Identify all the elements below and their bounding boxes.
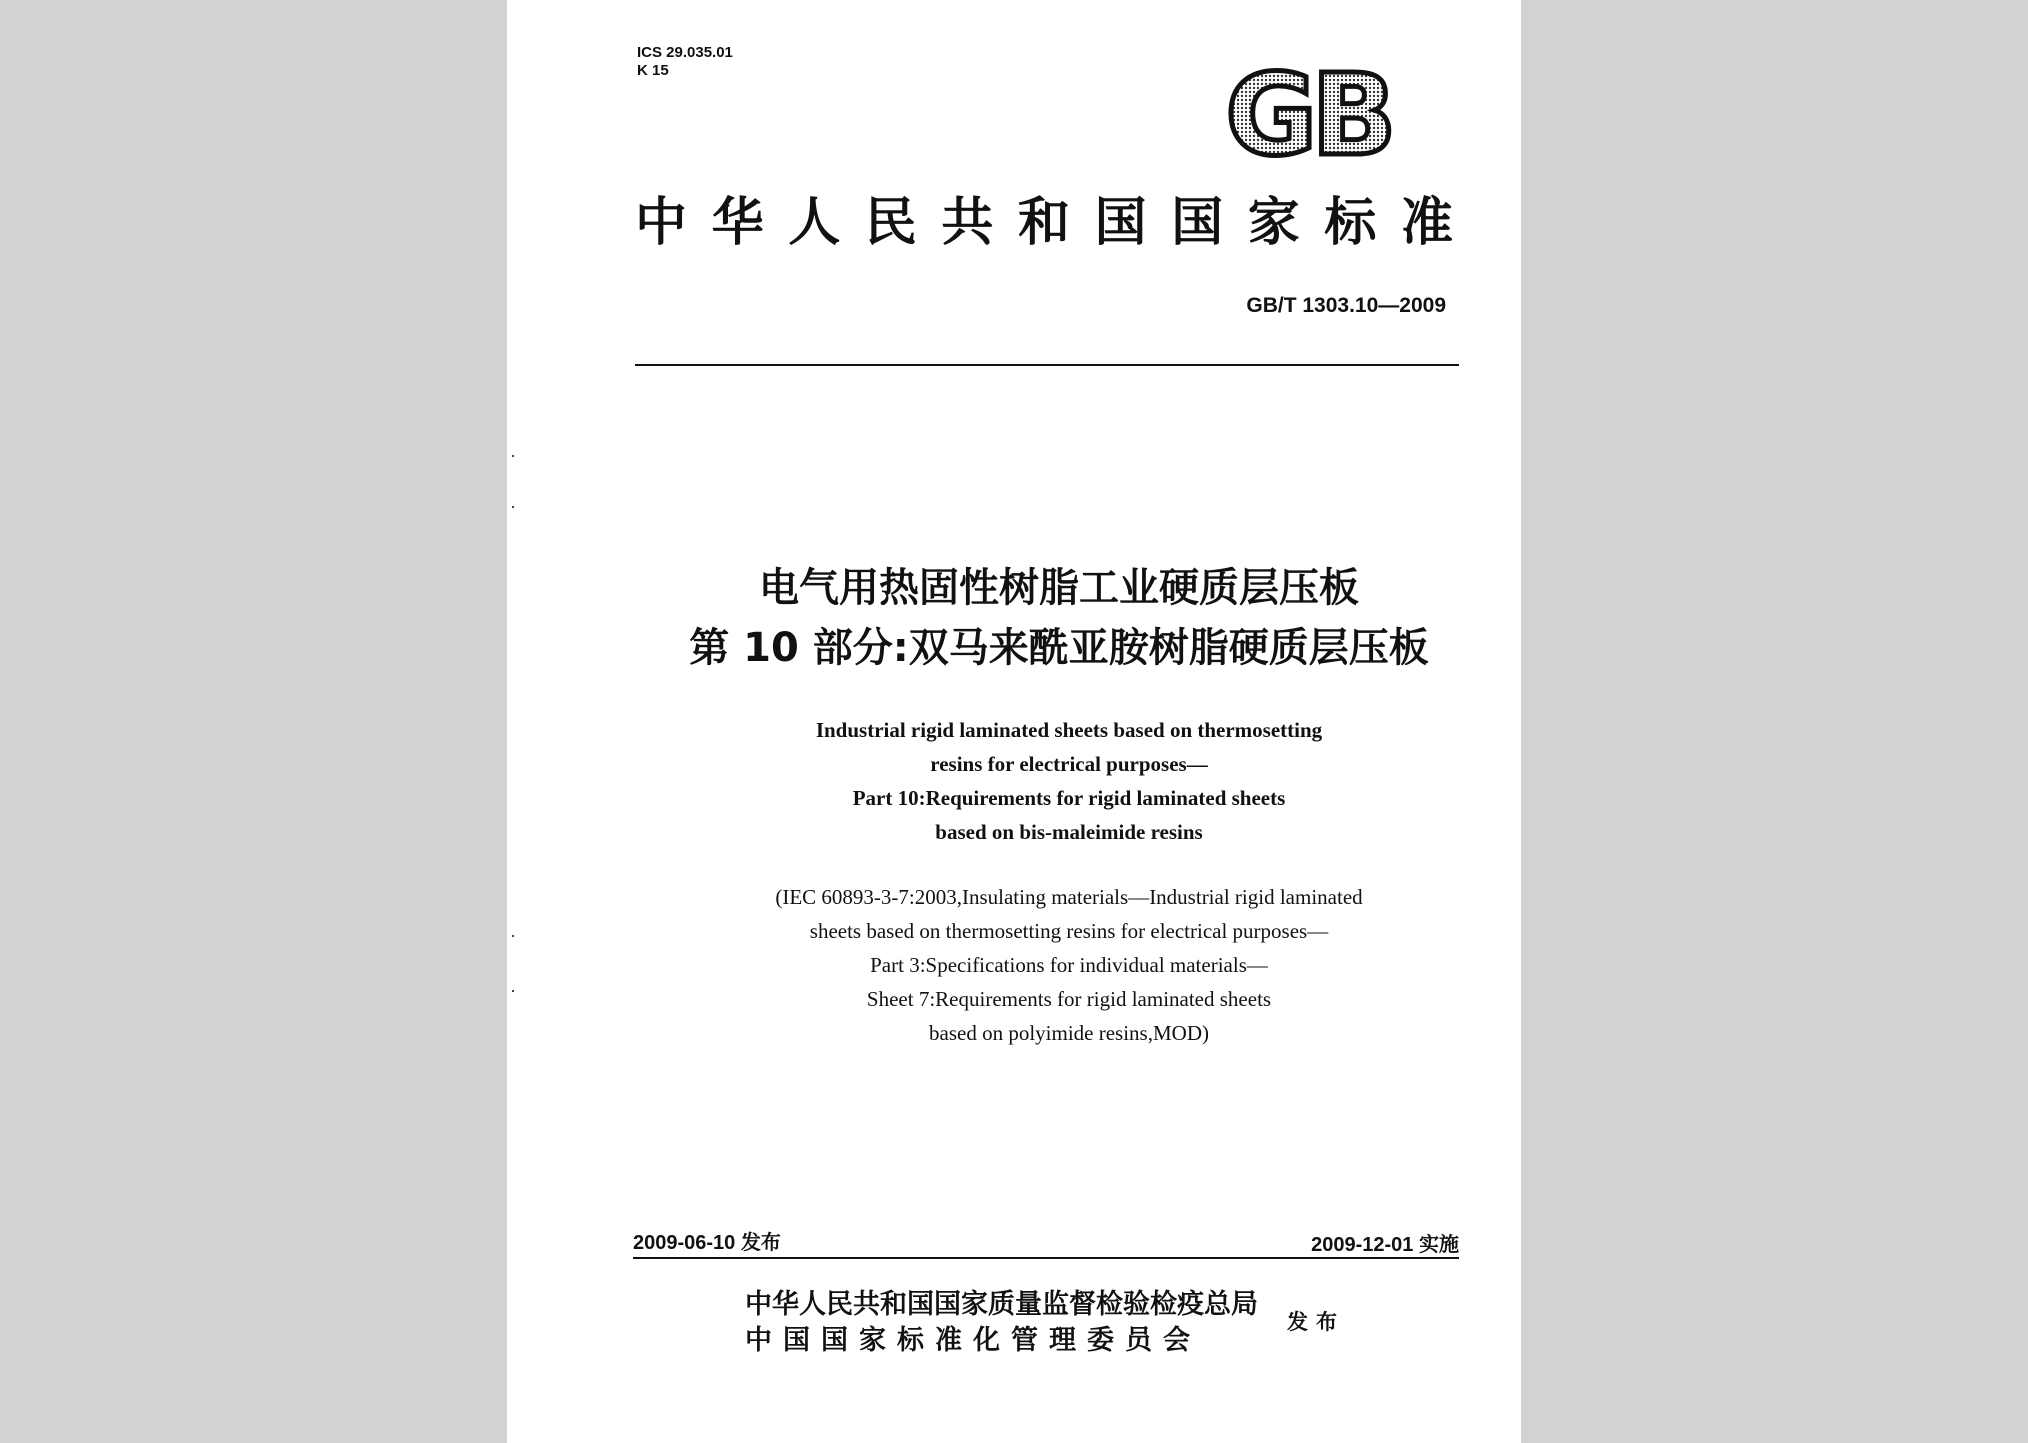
- publish-label: 发布: [1287, 1310, 1345, 1334]
- iec-reference: [562, 880, 1576, 1050]
- header-divider: [635, 364, 1459, 366]
- english-title: [562, 713, 1576, 849]
- iec-reference-line: based on polyimide resins,MOD): [929, 1021, 1209, 1045]
- margin-mark: [512, 990, 514, 992]
- iec-reference-line: (IEC 60893-3-7:2003,Insulating materials—Industrial rigid laminated: [775, 885, 1363, 909]
- margin-mark: [512, 935, 514, 937]
- iec-reference-line: Part 3:Specifications for individual materials—: [870, 953, 1268, 977]
- ics-code: ICS 29.035.01: [637, 44, 733, 61]
- iec-reference-line: sheets based on thermosetting resins for electrical purposes—: [809, 919, 1329, 943]
- english-title-line: resins for electrical purposes—: [930, 752, 1208, 776]
- footer-divider: [633, 1257, 1459, 1259]
- english-title-line: Part 10:Requirements for rigid laminated sheets: [852, 786, 1286, 810]
- chinese-title: [552, 558, 1566, 678]
- issuer-line: 中华人民共和国国家质量监督检验检疫总局: [745, 1289, 1258, 1320]
- issuer-line: 中国国家标准化管理委员会: [745, 1325, 1201, 1356]
- english-title-line: Industrial rigid laminated sheets based on thermosetting: [815, 718, 1323, 742]
- margin-mark: [512, 506, 514, 508]
- classification-codes: [637, 44, 733, 80]
- issuing-authorities: [745, 1287, 1258, 1359]
- chinese-title-line: 第 10 部分:双马来酰亚胺树脂硬质层压板: [689, 625, 1429, 671]
- gb-logo: [1204, 62, 1412, 170]
- gb-logo-text: GB: [1225, 62, 1391, 166]
- gb-logo-graphic: [1204, 62, 1412, 166]
- document-page: [507, 0, 1521, 1443]
- issue-date: 2009-06-10 发布: [633, 1232, 781, 1254]
- national-standard-title: 中华人民共和国国家标准: [635, 193, 1455, 253]
- english-title-line: based on bis-maleimide resins: [935, 820, 1203, 844]
- standard-number: GB/T 1303.10—2009: [1246, 294, 1446, 317]
- ccs-code: K 15: [637, 62, 669, 79]
- iec-reference-line: Sheet 7:Requirements for rigid laminated sheets: [866, 987, 1272, 1011]
- implementation-date: 2009-12-01 实施: [1311, 1234, 1459, 1256]
- chinese-title-line: 电气用热固性树脂工业硬质层压板: [759, 565, 1359, 611]
- margin-mark: [512, 455, 514, 457]
